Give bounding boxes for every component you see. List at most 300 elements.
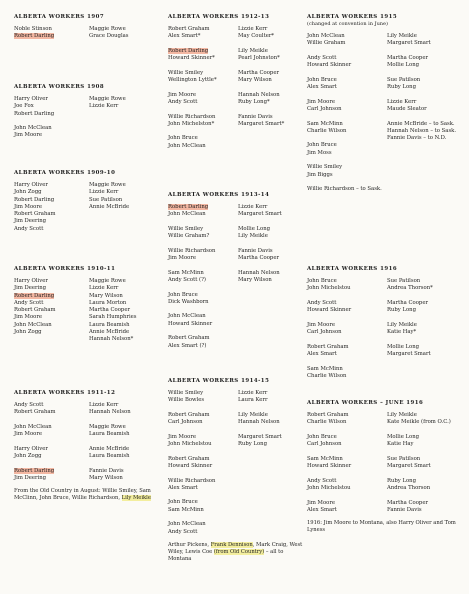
worker-name-text: Joe Fox — [14, 103, 34, 110]
section-title: ALBERTA WORKERS – JUNE 1916 — [307, 400, 424, 406]
sister-worker-name — [387, 322, 467, 329]
worker-name-text: Alex Smart (?) — [168, 342, 207, 349]
sister-worker-name — [238, 77, 308, 84]
sister-worker-name — [238, 441, 308, 448]
worker-name-text: Harry Oliver — [14, 278, 48, 284]
sister-worker-name — [387, 55, 467, 62]
sister-worker-name — [387, 478, 467, 485]
section-1916 — [307, 266, 467, 380]
worker-row — [168, 135, 308, 142]
blank-cell — [238, 463, 308, 470]
blank-cell — [238, 292, 308, 299]
brother-worker-name — [14, 96, 89, 103]
blank-cell — [168, 328, 238, 335]
brother-worker-name — [307, 441, 387, 448]
worker-name-text: Sue Patilson — [89, 196, 123, 203]
blank-cell — [168, 240, 238, 247]
worker-name-text: Wellington Lyttle* — [168, 77, 217, 84]
worker-row — [14, 285, 164, 292]
worker-row — [14, 26, 164, 33]
worker-name-text: Robert Graham — [168, 411, 210, 418]
worker-row — [307, 285, 467, 292]
worker-name-text: Kate Meikle (from O.C.) — [387, 419, 451, 426]
blank-cell — [168, 405, 238, 412]
worker-row — [168, 143, 308, 150]
worker-name-text: John Michelstou — [168, 441, 212, 448]
note-text: Frank Dennison — [210, 541, 253, 548]
worker-row — [14, 314, 164, 321]
brother-worker-name — [168, 55, 238, 62]
section-1915 — [307, 14, 467, 194]
worker-name-text: Mollie Long — [387, 343, 420, 350]
brother-worker-name — [168, 33, 238, 40]
brother-worker-name — [307, 33, 387, 40]
worker-name-text: John McClean — [168, 142, 206, 149]
worker-name-text: Fannie Davis — [89, 467, 124, 474]
worker-name-text: Andy Scott — [14, 225, 44, 232]
worker-name-text: John McClean — [14, 423, 52, 430]
sister-worker-name — [89, 197, 164, 204]
sister-worker-name — [89, 329, 164, 336]
brother-worker-name — [14, 409, 89, 416]
worker-name-text: Howard Skinner — [168, 320, 213, 327]
sister-worker-name — [387, 434, 467, 441]
worker-row — [14, 182, 164, 189]
blank-cell — [387, 164, 467, 171]
worker-name-text: Robert Graham — [307, 412, 349, 418]
brother-worker-name — [14, 285, 89, 292]
worker-name-text: Willie Graham? — [168, 233, 210, 240]
worker-name-text: Lizzie Kerr — [238, 204, 268, 210]
worker-row — [168, 405, 308, 412]
brother-worker-name — [168, 270, 238, 277]
worker-name-text: Annie McBride — [89, 203, 130, 210]
note-text: (from Old Country) — [213, 549, 265, 556]
worker-name-text: Margaret Smart — [238, 211, 282, 218]
blank-cell — [14, 417, 89, 424]
sister-worker-name — [89, 33, 164, 40]
worker-name-text: Maude Sleator — [387, 105, 427, 112]
sister-worker-name — [238, 121, 308, 128]
worker-row — [307, 463, 467, 470]
sister-worker-name — [387, 106, 467, 113]
sister-worker-name — [387, 351, 467, 358]
worker-row — [168, 270, 308, 277]
worker-name-text: Hannah Nelson — [238, 269, 280, 276]
brother-worker-name — [168, 499, 238, 506]
worker-row — [168, 485, 308, 492]
worker-name-text: Ruby Long — [387, 84, 416, 91]
worker-name-text: Martha Cooper — [89, 307, 130, 314]
worker-name-text: Jim Moss — [307, 149, 332, 156]
blank-cell — [238, 426, 308, 433]
worker-name-text: Jim Moore — [168, 91, 196, 98]
worker-row — [168, 463, 308, 470]
worker-row — [168, 219, 308, 226]
sister-worker-name — [238, 233, 308, 240]
worker-name-text: Charlie Wilson — [307, 419, 347, 426]
worker-row — [307, 373, 467, 380]
blank-cell — [307, 492, 387, 499]
blank-cell — [168, 219, 238, 226]
worker-name-text: Noble Stinson — [14, 26, 52, 32]
worker-row — [168, 321, 308, 328]
worker-row — [14, 424, 164, 431]
section-subtitle: (changed at convention in June) — [307, 21, 388, 27]
brother-worker-name — [307, 285, 387, 292]
worker-row — [307, 48, 467, 55]
section-1910-11 — [14, 266, 164, 344]
worker-name-text: Andy Scott — [307, 54, 337, 61]
brother-worker-name — [307, 84, 387, 91]
blank-cell — [387, 142, 467, 149]
sister-worker-name — [238, 419, 308, 426]
worker-name-text: Willie Richardson – to Sask. — [307, 186, 382, 193]
blank-cell — [89, 211, 164, 218]
note-text: Lily Meikle — [121, 495, 151, 502]
worker-row — [14, 417, 164, 424]
brother-worker-name — [14, 424, 89, 431]
blank-cell — [387, 470, 467, 477]
worker-name-text: Hannah Nelson — [238, 419, 280, 426]
sister-worker-name — [387, 285, 467, 292]
blank-cell — [387, 150, 467, 157]
worker-row — [168, 521, 308, 528]
worker-row — [14, 103, 164, 110]
note-text: – all to Montana — [168, 549, 284, 563]
worker-name-text: Willie Smiley — [168, 69, 204, 76]
worker-name-text: John McClean — [168, 211, 206, 218]
blank-cell — [168, 426, 238, 433]
worker-name-text: May Coulter* — [238, 33, 275, 40]
worker-row — [14, 278, 164, 285]
worker-row — [14, 329, 164, 336]
sister-worker-name — [387, 419, 467, 426]
worker-name-text: Howard Skinner* — [168, 55, 215, 62]
worker-name-text: Robert Graham — [14, 211, 56, 218]
worker-row — [307, 106, 467, 113]
worker-name-text: Andy Scott — [168, 98, 198, 105]
brother-worker-name — [168, 135, 238, 142]
blank-cell — [238, 507, 308, 514]
sister-worker-name — [387, 463, 467, 470]
blank-cell — [238, 328, 308, 335]
worker-name-text: Hannah Nelson* — [89, 336, 134, 343]
sister-worker-name — [387, 84, 467, 91]
brother-worker-name — [168, 299, 238, 306]
worker-row — [307, 456, 467, 463]
worker-row — [14, 197, 164, 204]
blank-cell — [168, 514, 238, 521]
worker-row — [168, 492, 308, 499]
sister-worker-name — [238, 26, 308, 33]
brother-worker-name — [168, 233, 238, 240]
brother-worker-name — [14, 278, 89, 285]
blank-cell — [387, 373, 467, 380]
brother-worker-name — [168, 114, 238, 121]
worker-row — [14, 33, 164, 40]
worker-row — [307, 307, 467, 314]
worker-name-text: Carl Johnson — [307, 105, 342, 112]
brother-worker-name — [168, 70, 238, 77]
blank-cell — [238, 343, 308, 350]
worker-row — [168, 499, 308, 506]
brother-worker-name — [307, 463, 387, 470]
worker-row — [14, 204, 164, 211]
blank-cell — [387, 157, 467, 164]
brother-worker-name — [307, 142, 387, 149]
worker-name-text: Robert Graham — [168, 335, 210, 342]
blank-cell — [307, 48, 387, 55]
blank-cell — [238, 521, 308, 528]
brother-worker-name — [14, 468, 89, 475]
worker-row — [14, 189, 164, 196]
sister-worker-name — [238, 48, 308, 55]
blank-cell — [307, 157, 387, 164]
worker-name-text: Sam McMinn — [307, 455, 343, 462]
blank-cell — [307, 135, 387, 142]
sister-worker-name — [387, 128, 467, 135]
brother-worker-name — [168, 335, 238, 342]
worker-row — [168, 128, 308, 135]
blank-cell — [89, 111, 164, 118]
worker-row — [168, 55, 308, 62]
sister-worker-name — [387, 33, 467, 40]
worker-name-text: Fannie Davis — [387, 506, 422, 513]
blank-cell — [238, 135, 308, 142]
worker-name-text: Mollie Long — [238, 225, 271, 232]
brother-worker-name — [307, 419, 387, 426]
sister-worker-name — [89, 300, 164, 307]
sister-worker-name — [89, 446, 164, 453]
blank-cell — [238, 41, 308, 48]
worker-name-text: Jim Moore — [14, 431, 42, 438]
worker-name-text: Hannah Nelson — [89, 409, 131, 416]
section-1913-14 — [168, 192, 308, 350]
worker-name-text: Fannie Davis — [238, 247, 273, 254]
worker-name-text: Robert Graham — [168, 26, 210, 32]
brother-worker-name — [168, 255, 238, 262]
worker-name-text: Willie Bowles — [168, 397, 205, 404]
brother-worker-name — [307, 77, 387, 84]
brother-worker-name — [168, 463, 238, 470]
sister-worker-name — [387, 278, 467, 285]
worker-row — [14, 409, 164, 416]
worker-row — [168, 255, 308, 262]
worker-row — [307, 69, 467, 76]
blank-cell — [238, 470, 308, 477]
worker-row — [168, 99, 308, 106]
blank-cell — [238, 321, 308, 328]
worker-name-text: Lily Meikle — [238, 47, 268, 54]
sister-worker-name — [89, 402, 164, 409]
brother-worker-name — [168, 441, 238, 448]
blank-cell — [168, 470, 238, 477]
worker-name-text: John Bruce — [168, 291, 198, 298]
brother-worker-name — [168, 485, 238, 492]
brother-worker-name — [14, 453, 89, 460]
blank-cell — [168, 262, 238, 269]
worker-name-text: Lizzie Kerr — [387, 98, 417, 105]
blank-cell — [387, 48, 467, 55]
worker-row — [307, 99, 467, 106]
brother-worker-name — [168, 521, 238, 528]
worker-name-text: Alex Smart* — [168, 33, 201, 40]
worker-row — [168, 62, 308, 69]
blank-cell — [89, 438, 164, 445]
worker-row — [307, 33, 467, 40]
worker-row — [307, 366, 467, 373]
worker-name-text: Andy Scott — [14, 402, 44, 408]
worker-row — [307, 157, 467, 164]
brother-worker-name — [307, 344, 387, 351]
sister-worker-name — [89, 182, 164, 189]
sister-worker-name — [89, 307, 164, 314]
blank-cell — [387, 179, 467, 186]
blank-cell — [168, 284, 238, 291]
worker-name-text: Margaret Smart — [387, 463, 431, 470]
brother-worker-name — [168, 121, 238, 128]
worker-name-text: John Bruce — [307, 433, 337, 440]
sister-worker-name — [238, 255, 308, 262]
section-1914-15 — [168, 378, 308, 564]
worker-name-text: Lizzie Kerr — [89, 103, 119, 110]
worker-name-text: Grace Douglas — [89, 33, 129, 40]
worker-name-text: Lily Meikle — [387, 412, 417, 418]
worker-row — [168, 313, 308, 320]
worker-row — [307, 358, 467, 365]
brother-worker-name — [307, 62, 387, 69]
brother-worker-name — [168, 343, 238, 350]
blank-cell — [168, 448, 238, 455]
worker-name-text: Ruby Long — [238, 441, 267, 448]
blank-cell — [307, 69, 387, 76]
sister-worker-name — [387, 507, 467, 514]
section-1912-13 — [168, 14, 308, 150]
worker-name-text: Lizzie Kerr — [238, 390, 268, 396]
worker-row — [14, 111, 164, 118]
sister-worker-name — [387, 40, 467, 47]
sister-worker-name — [238, 55, 308, 62]
sister-worker-name — [387, 99, 467, 106]
blank-cell — [14, 118, 89, 125]
blank-cell — [238, 284, 308, 291]
brother-worker-name — [307, 164, 387, 171]
sister-worker-name — [387, 344, 467, 351]
brother-worker-name — [307, 456, 387, 463]
section-title: ALBERTA WORKERS 1909-10 — [14, 170, 116, 176]
worker-name-text: John McClean — [168, 313, 206, 320]
worker-name-text: Andy Scott — [168, 528, 198, 535]
worker-row — [168, 299, 308, 306]
section-1908 — [14, 84, 164, 140]
worker-row — [168, 84, 308, 91]
worker-name-text: Lizzie Kerr — [89, 189, 119, 196]
sister-worker-name — [89, 293, 164, 300]
sister-worker-name — [387, 62, 467, 69]
worker-name-text: Annie McBride — [89, 329, 130, 336]
worker-row — [168, 419, 308, 426]
brother-worker-name — [14, 307, 89, 314]
sister-worker-name — [387, 77, 467, 84]
worker-row — [307, 179, 467, 186]
worker-name-text: Andy Scott — [14, 299, 44, 306]
worker-name-text: Jim Moore — [14, 314, 42, 321]
worker-row — [168, 448, 308, 455]
worker-row — [168, 277, 308, 284]
blank-cell — [307, 113, 387, 120]
brother-worker-name — [168, 226, 238, 233]
worker-name-text: Ruby Long* — [238, 98, 270, 105]
worker-row — [168, 240, 308, 247]
worker-row — [168, 262, 308, 269]
worker-name-text: Pearl Johnston* — [238, 55, 280, 62]
worker-name-text: Willie Richardson — [168, 113, 216, 120]
worker-row — [168, 470, 308, 477]
worker-name-text: Carl Johnson — [307, 441, 342, 448]
brother-worker-name — [168, 313, 238, 320]
brother-worker-name — [307, 128, 387, 135]
brother-worker-name — [14, 182, 89, 189]
blank-cell — [387, 358, 467, 365]
brother-worker-name — [168, 92, 238, 99]
worker-row — [307, 492, 467, 499]
worker-name-text: Maggie Rowe — [89, 96, 126, 102]
blank-cell — [89, 218, 164, 225]
blank-cell — [387, 186, 467, 193]
blank-cell — [89, 417, 164, 424]
worker-row — [307, 113, 467, 120]
worker-row — [307, 150, 467, 157]
note-text: From the Old Country in August: Willie Smiley, Sam McClinn, John Bruce, Willie Richardson, — [14, 488, 151, 502]
worker-name-text: Robert Darling — [14, 110, 55, 117]
brother-worker-name — [14, 475, 89, 482]
worker-name-text: Alex Smart — [307, 506, 337, 513]
worker-row — [168, 77, 308, 84]
worker-name-text: Lizzie Kerr — [238, 26, 268, 32]
worker-name-text: Ruby Long — [387, 477, 416, 484]
section-note — [14, 488, 164, 502]
worker-name-text: Lily Meikle — [238, 411, 268, 418]
blank-cell — [238, 485, 308, 492]
worker-name-text: Robert Graham — [307, 343, 349, 350]
worker-name-text: Dick Washborn — [168, 298, 209, 305]
worker-row — [307, 314, 467, 321]
worker-row — [14, 468, 164, 475]
worker-name-text: Willie Graham — [307, 40, 346, 47]
blank-cell — [387, 366, 467, 373]
worker-name-text: Alex Smart — [307, 84, 337, 91]
worker-row — [14, 453, 164, 460]
worker-row — [307, 128, 467, 135]
worker-row — [168, 426, 308, 433]
worker-row — [307, 300, 467, 307]
blank-cell — [307, 336, 387, 343]
worker-row — [307, 478, 467, 485]
worker-row — [168, 390, 308, 397]
worker-name-text: John Zogg — [14, 453, 42, 460]
section-note — [307, 520, 467, 534]
worker-name-text: Jim Moore — [307, 98, 335, 105]
worker-name-text: Harry Oliver — [14, 445, 48, 452]
blank-cell — [307, 293, 387, 300]
worker-name-text: Willie Smiley — [168, 390, 204, 396]
worker-name-text: Andy Scott — [307, 299, 337, 306]
worker-name-text: Sue Patilson — [387, 278, 421, 284]
blank-cell — [387, 293, 467, 300]
worker-row — [14, 322, 164, 329]
sister-worker-name — [387, 300, 467, 307]
